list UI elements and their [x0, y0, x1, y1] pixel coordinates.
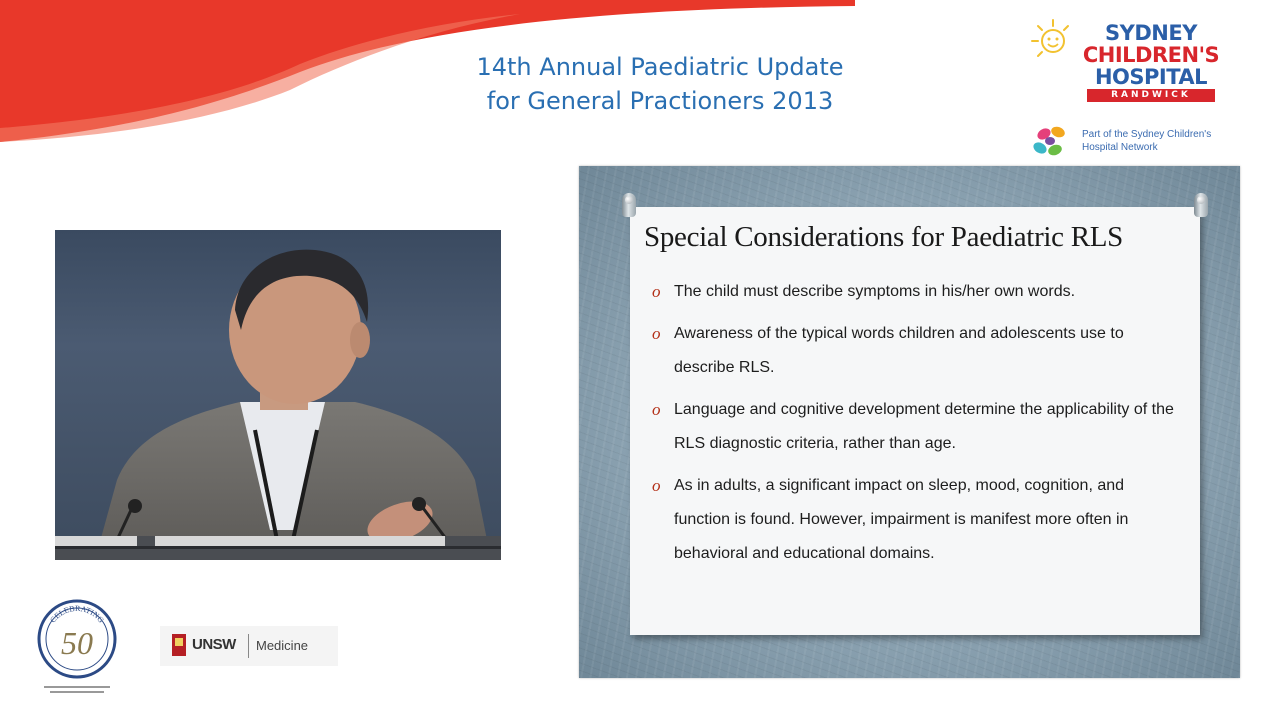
- hospital-network: [1030, 122, 1250, 162]
- hospital-logo: [1030, 18, 1230, 118]
- celebrating-label: CELEBRATING: [48, 603, 106, 625]
- hospital-name-sub: RANDWICK: [1087, 89, 1215, 102]
- presentation-slide: [579, 166, 1240, 678]
- slide-bullet-text: Language and cognitive development determine the applicability of the RLS diagnostic criteria, rather than age.: [674, 401, 1174, 452]
- pushpin-icon: [622, 193, 636, 217]
- hospital-name-line1: SYDNEY: [1105, 21, 1197, 45]
- network-text-line1: Part of the Sydney Children's: [1082, 129, 1212, 140]
- unsw-divider: [248, 634, 249, 658]
- celebrating-50-logo: [30, 598, 130, 698]
- network-petals-icon: [1030, 122, 1074, 162]
- slide-bullet-text: As in adults, a significant impact on sleep, mood, cognition, and function is found. However, impairment is manifest more often in behavioral and educational domains.: [674, 477, 1129, 562]
- unsw-medicine-logo: [160, 626, 338, 666]
- slide-bullet-text: Awareness of the typical words children and adolescents use to describe RLS.: [674, 325, 1124, 376]
- network-text-line2: Hospital Network: [1082, 142, 1158, 153]
- speaker-figure: [55, 230, 501, 560]
- slide-bullet: [652, 469, 1182, 571]
- unsw-faculty: Medicine: [256, 638, 309, 653]
- event-title-line1: 14th Annual Paediatric Update: [476, 53, 844, 81]
- hospital-name-line3: HOSPITAL: [1094, 65, 1208, 89]
- slide-bullet-text: The child must describe symptoms in his/her own words.: [674, 283, 1076, 300]
- slide-paper: [630, 207, 1200, 635]
- celebrating-number: 50: [61, 625, 93, 661]
- event-title-line2: for General Practioners 2013: [486, 87, 834, 115]
- event-title: [440, 50, 880, 118]
- pushpin-icon: [1194, 193, 1208, 217]
- slide-bullet: [652, 317, 1182, 385]
- slide-bullet: [652, 275, 1182, 309]
- bullet-marker-icon: o: [652, 476, 661, 495]
- unsw-name: UNSW: [192, 636, 236, 653]
- slide-bullet: [652, 393, 1182, 461]
- bullet-marker-icon: o: [652, 282, 661, 301]
- slide-bullet-list: [652, 275, 1182, 579]
- sun-face-icon: [1030, 18, 1076, 64]
- unsw-crest-icon: [172, 634, 186, 656]
- hospital-name-line2: CHILDREN'S: [1082, 43, 1220, 67]
- speaker-video[interactable]: [55, 230, 501, 560]
- bullet-marker-icon: o: [652, 324, 661, 343]
- slide-title: Special Considerations for Paediatric RLS: [644, 221, 1123, 253]
- bullet-marker-icon: o: [652, 400, 661, 419]
